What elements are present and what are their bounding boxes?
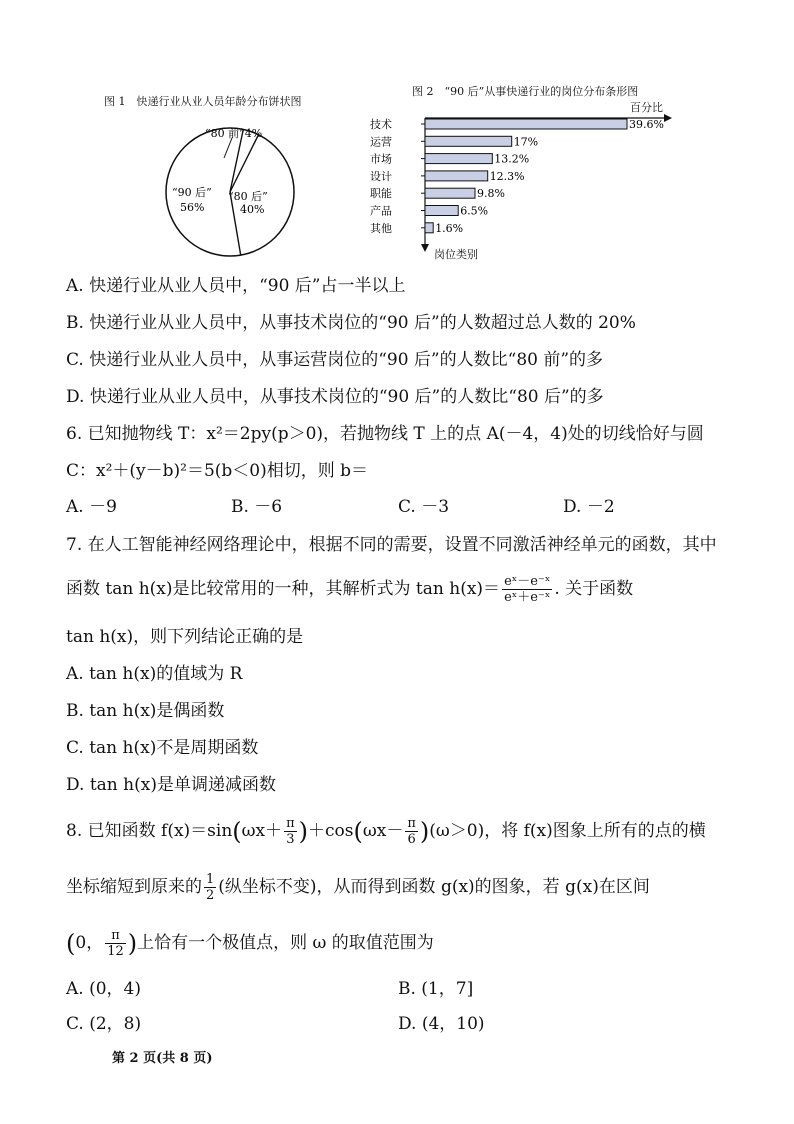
bar-chart-axis-label: 岗位类别 — [434, 248, 478, 261]
q8-denominator-3: 3 — [286, 832, 295, 847]
bar — [425, 171, 488, 181]
q8-text-6: 坐标缩短到原来的 — [66, 877, 202, 897]
bar-value-label: 6.5% — [460, 204, 489, 218]
q8-option-b: B. (1，7] — [398, 979, 474, 999]
q7-stem-line-2-tail: . 关于函数 — [554, 579, 634, 599]
x-axis-arrow — [664, 114, 672, 122]
q6-option-d: D. －2 — [563, 497, 615, 517]
bar-category-label: 技术 — [370, 118, 392, 131]
q8-denominator-2: 2 — [206, 888, 215, 903]
q8-pi-over-6 — [405, 816, 418, 847]
pie-label-90-after-value: 56% — [180, 201, 205, 214]
bar-value-label: 13.2% — [494, 152, 530, 166]
q8-text-8: 0， — [75, 933, 104, 953]
q8-text-1: 8. 已知函数 f(x)＝sin — [66, 821, 233, 841]
q8-text-9: 上恰有一个极值点，则 ω 的取值范围为 — [137, 933, 434, 953]
bar-chart — [366, 108, 676, 268]
page-footer: 第 2 页(共 8 页) — [112, 1051, 213, 1066]
q6-option-b: B. －6 — [231, 497, 283, 517]
bar-category-label: 设计 — [370, 169, 392, 183]
bar — [425, 136, 512, 146]
q8-option-d: D. (4，10) — [398, 1014, 485, 1034]
q7-stem-line-2 — [66, 570, 633, 608]
bar-category-label: 市场 — [370, 152, 392, 166]
q8-paren-close-2: ) — [419, 817, 430, 846]
q8-numerator-1: 1 — [206, 872, 215, 887]
q7-tanh-fraction — [502, 574, 552, 605]
q8-text-2: ωx＋ — [241, 821, 283, 841]
bar-category-label: 产品 — [370, 204, 392, 218]
q8-option-c: C. (2，8) — [66, 1014, 142, 1034]
q8-interval-paren-open: ( — [66, 929, 76, 958]
q8-numerator-pi-3: π — [105, 928, 126, 944]
q7-option-c: C. tan h(x)不是周期函数 — [66, 738, 259, 758]
q8-stem-line-1 — [66, 812, 706, 851]
pie-label-80-before: “80 前”4% — [205, 127, 263, 140]
q8-numerator-pi: π — [286, 816, 295, 831]
q8-paren-open: ( — [232, 817, 242, 846]
bar-category-label: 职能 — [370, 187, 392, 201]
q8-stem-line-3 — [66, 924, 434, 963]
pie-chart — [160, 110, 310, 270]
q6-option-a: A. －9 — [66, 497, 117, 517]
q6-option-c: C. －3 — [398, 497, 450, 517]
q8-denominator-12: 12 — [107, 944, 124, 959]
figure-1-caption: 图 1 快递行业从业人员年龄分布饼状图 — [104, 95, 302, 108]
q6-stem-line-2: C：x²＋(y－b)²＝5(b＜0)相切，则 b＝ — [66, 461, 369, 481]
q5-option-a: A. 快递行业从业人员中，“90 后”占一半以上 — [66, 276, 406, 296]
q5-option-c: C. 快递行业从业人员中，从事运营岗位的“90 后”的人数比“80 前”的多 — [66, 350, 604, 370]
q8-stem-line-2 — [66, 868, 650, 906]
bar — [425, 119, 627, 129]
q5-option-d: D. 快递行业从业人员中，从事技术岗位的“90 后”的人数比“80 后”的多 — [66, 387, 604, 407]
bar-value-label: 9.8% — [477, 187, 505, 201]
q8-pi-over-12 — [105, 928, 126, 959]
pie-label-80-after-value: 40% — [240, 203, 265, 216]
q7-option-b: B. tan h(x)是偶函数 — [66, 701, 225, 721]
figure-2-caption: 图 2 “90 后”从事快递行业的岗位分布条形图 — [412, 85, 639, 98]
q8-one-half — [204, 872, 216, 903]
q7-option-a: A. tan h(x)的值域为 R — [66, 664, 243, 684]
bar-value-label: 39.6% — [629, 118, 664, 131]
q8-paren-close: ) — [298, 817, 309, 846]
q8-interval-paren-close: ) — [127, 929, 138, 958]
bar-value-label: 17% — [513, 135, 539, 149]
q7-fraction-denominator: eˣ＋e⁻ˣ — [504, 590, 551, 605]
q5-option-b: B. 快递行业从业人员中，从事技术岗位的“90 后”的人数超过总人数的 20% — [66, 313, 636, 333]
q7-stem-line-3: tan h(x)，则下列结论正确的是 — [66, 627, 304, 647]
bar — [425, 188, 475, 198]
q8-text-7: (纵坐标不变)，从而得到函数 g(x)的图象，若 g(x)在区间 — [218, 877, 650, 897]
q6-stem-line-1: 6. 已知抛物线 T：x²＝2py(p＞0)，若抛物线 T 上的点 A(－4，4)处的切线恰好与圆 — [66, 424, 704, 444]
q7-stem-line-1: 7. 在人工智能神经网络理论中，根据不同的需要，设置不同激活神经单元的函数，其中 — [66, 535, 717, 555]
bar-value-label: 12.3% — [489, 169, 525, 183]
bar-category-label: 其他 — [370, 221, 392, 235]
q8-denominator-6: 6 — [407, 832, 416, 847]
q7-fraction-numerator: eˣ－e⁻ˣ — [504, 574, 551, 589]
q8-text-5: (ω＞0)，将 f(x)图象上所有的点的横 — [429, 821, 706, 841]
q8-option-a: A. (0，4) — [66, 979, 141, 999]
q7-stem-line-2-text: 函数 tan h(x)是比较常用的一种，其解析式为 tan h(x)＝ — [66, 579, 501, 599]
bar — [425, 223, 433, 233]
bar-chart-unit-label: 百分比 — [630, 101, 663, 114]
q8-text-4: ωx－ — [362, 821, 404, 841]
pie-label-90-after-name: “90 后” — [172, 186, 212, 199]
q7-option-d: D. tan h(x)是单调递减函数 — [66, 775, 276, 795]
bar-category-label: 运营 — [370, 135, 392, 149]
bar — [425, 154, 492, 164]
q8-paren-open-2: ( — [353, 817, 363, 846]
bar — [425, 206, 458, 216]
q8-numerator-pi-2: π — [407, 816, 416, 831]
pie-label-80-after-name: “80 后” — [228, 190, 268, 203]
q8-text-3: ＋cos — [308, 821, 354, 841]
q8-pi-over-3 — [284, 816, 297, 847]
y-axis-arrow — [421, 244, 429, 252]
bar-value-label: 1.6% — [435, 221, 464, 235]
